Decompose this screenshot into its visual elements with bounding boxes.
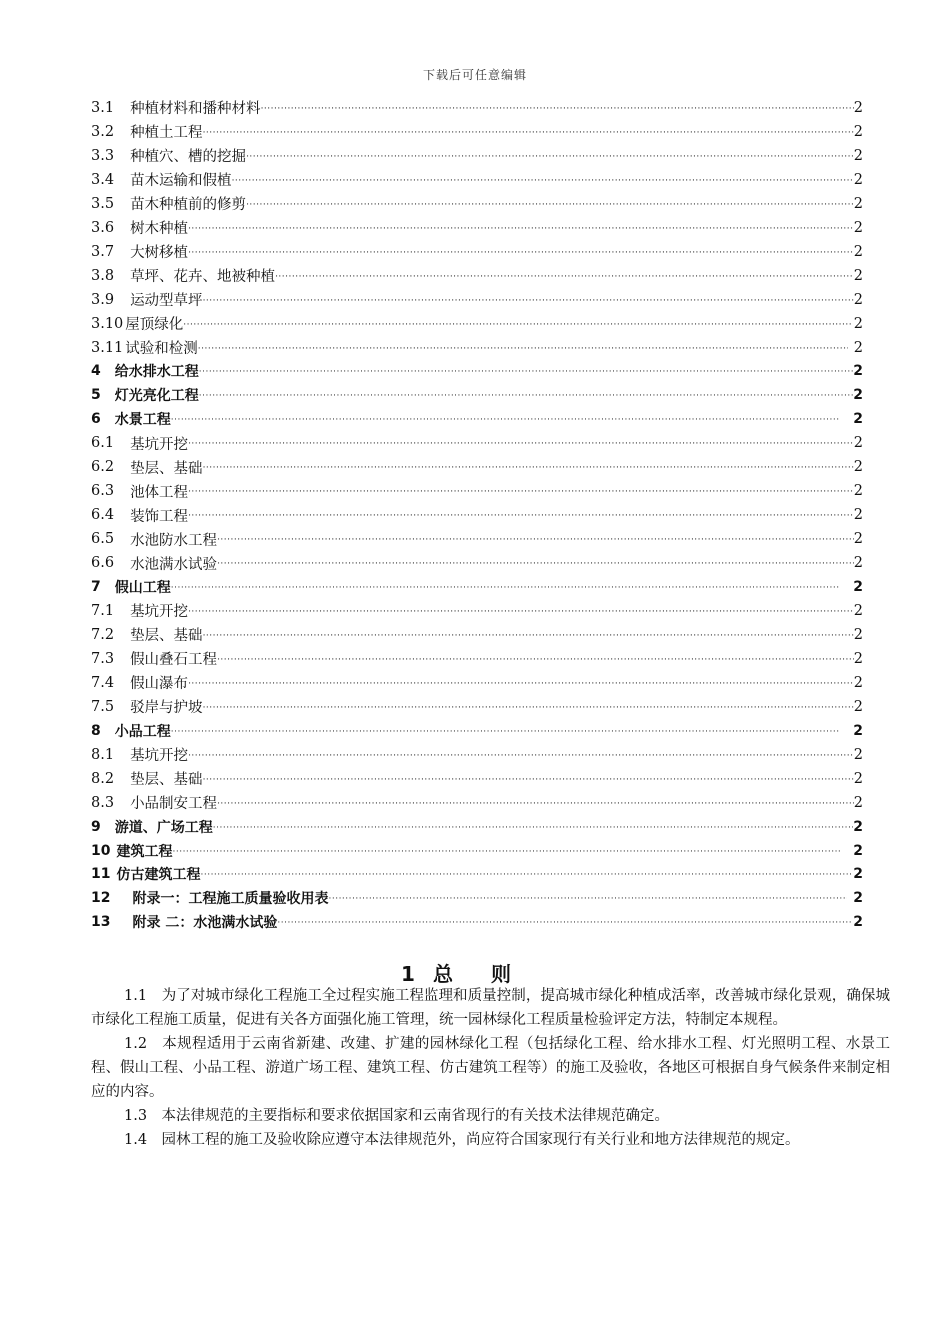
toc-entry-number: 5: [91, 387, 101, 404]
toc-entry-page: 2: [853, 626, 863, 643]
toc-entry-title: 假山工程: [114, 580, 171, 597]
toc-entry-page: 2: [853, 698, 863, 715]
toc-entry-title: 游道、广场工程: [114, 819, 213, 836]
toc-entry[interactable]: [91, 479, 863, 503]
body-paragraph: 1.4 园林工程的施工及验收除应遵守本法律规范外，尚应符合国家现行有关行业和地方法律规范的规定。: [124, 1132, 800, 1148]
toc-entry-number: 7.2: [91, 626, 115, 643]
toc-entry-number: 12: [91, 890, 111, 907]
toc-leader-dots: [328, 892, 847, 904]
toc-entry-page: 2: [853, 267, 863, 284]
toc-entry-number: 3.6: [91, 219, 115, 236]
toc-entry-number: 6.3: [91, 483, 115, 500]
toc-entry-page: 2: [853, 411, 863, 428]
toc-entry[interactable]: [91, 168, 863, 192]
toc-entry[interactable]: [91, 743, 863, 767]
toc-entry-number: 3.10: [91, 315, 124, 332]
toc-entry-number: 9: [91, 818, 101, 835]
toc-entry-number: 3.9: [91, 291, 115, 308]
toc-entry-number: 10: [91, 842, 111, 859]
toc-entry-number: 8: [91, 722, 101, 739]
toc-entry-page: 2: [853, 483, 863, 500]
toc-entry-title: 垫层、基础: [130, 628, 203, 645]
toc-entry[interactable]: [91, 455, 863, 479]
toc-leader-dots: [213, 821, 854, 833]
toc-entry[interactable]: [91, 910, 863, 934]
toc-entry[interactable]: [91, 144, 863, 168]
toc-leader-dots: [188, 437, 854, 449]
toc-leader-dots: [203, 629, 854, 641]
toc-entry[interactable]: [91, 312, 863, 336]
toc-entry-page: 2: [853, 363, 863, 380]
toc-entry-number: 8.3: [91, 794, 115, 811]
toc-entry-title: 池体工程: [130, 484, 189, 501]
toc-entry-title: 种植穴、槽的挖掘: [130, 149, 247, 166]
toc-entry-number: 3.11: [91, 339, 124, 356]
toc-entry-title: 垫层、基础: [130, 772, 203, 789]
toc-entry-title: 假山瀑布: [130, 676, 189, 693]
toc-entry-title: 种植土工程: [130, 125, 203, 142]
toc-entry-title: 树木种植: [130, 221, 189, 238]
toc-leader-dots: [188, 222, 854, 234]
toc-leader-dots: [217, 533, 854, 545]
toc-entry[interactable]: [91, 527, 863, 551]
toc-leader-dots: [171, 581, 854, 593]
toc-entry-page: 2: [853, 435, 863, 452]
toc-entry-number: 6.1: [91, 435, 115, 452]
toc-entry[interactable]: [91, 839, 863, 863]
toc-entry-title: 屋顶绿化: [125, 317, 184, 334]
toc-leader-dots: [188, 485, 854, 497]
toc-entry[interactable]: [91, 863, 863, 887]
toc-entry-title: 种植材料和播种材料: [130, 101, 261, 118]
toc-entry[interactable]: [91, 383, 863, 407]
toc-entry-number: 11: [91, 866, 111, 883]
toc-entry-number: 3.3: [91, 147, 115, 164]
toc-entry-number: 7.1: [91, 602, 115, 619]
toc-entry-number: 7.4: [91, 674, 115, 691]
toc-entry[interactable]: [91, 216, 863, 240]
toc-entry-page: 2: [853, 674, 863, 691]
toc-leader-dots: [246, 150, 854, 162]
toc-entry[interactable]: [91, 407, 863, 431]
toc-entry-number: 7.3: [91, 650, 115, 667]
toc-entry-title: 试验和检测: [125, 341, 198, 357]
toc-entry-page: 2: [853, 579, 863, 596]
toc-entry-page: 2: [853, 914, 863, 931]
toc-entry-page: 2: [853, 99, 863, 116]
body-paragraph: 1.1 为了对城市绿化工程施工全过程实施工程监理和质量控制，提高城市绿化种植成活率，改善城市绿化景观，确保城市绿化工程施工质量，促进有关各方面强化施工管理，统一园林绿化工程质量检验评定方法，特制定本规程。: [91, 988, 890, 1028]
toc-entry-number: 3.4: [91, 171, 115, 188]
toc-leader-dots: [172, 845, 853, 857]
toc-entry-number: 6: [91, 411, 101, 428]
toc-entry-title: 仿古建筑工程: [116, 867, 201, 884]
toc-leader-dots: [246, 198, 854, 210]
toc-entry-title: 垫层、基础: [130, 460, 203, 477]
toc-entry-title: 小品工程: [114, 723, 171, 740]
toc-entry-title: 运动型草坪: [130, 293, 203, 310]
toc-leader-dots: [188, 605, 854, 617]
toc-entry[interactable]: [91, 719, 863, 743]
toc-leader-dots: [171, 725, 854, 737]
toc-entry-title: 假山叠石工程: [130, 652, 218, 669]
toc-entry[interactable]: [91, 647, 863, 671]
toc-entry-number: 7.5: [91, 698, 115, 715]
toc-entry-number: 4: [91, 363, 101, 380]
toc-leader-dots: [261, 102, 854, 114]
toc-leader-dots: [203, 294, 854, 306]
toc-leader-dots: [188, 677, 854, 689]
section-title: [0, 958, 950, 987]
toc-entry-page: 2: [853, 315, 863, 332]
toc-entry[interactable]: [91, 431, 863, 455]
toc-entry-page: 2: [853, 507, 863, 524]
toc-entry-page: 2: [853, 746, 863, 763]
toc-entry[interactable]: [91, 192, 863, 216]
toc-entry[interactable]: [91, 886, 863, 910]
toc-leader-dots: [200, 868, 853, 880]
toc-entry-page: 2: [853, 291, 863, 308]
toc-entry-title: 基坑开挖: [130, 604, 189, 621]
toc-leader-dots: [232, 174, 854, 186]
toc-leader-dots: [171, 413, 854, 425]
toc-entry-page: 2: [853, 890, 863, 907]
toc-leader-dots: [188, 509, 854, 521]
toc-entry-number: 8.1: [91, 746, 115, 763]
toc-entry-title: 驳岸与护坡: [130, 700, 203, 717]
toc-entry-page: 2: [853, 147, 863, 164]
toc-entry-title: 基坑开挖: [130, 748, 189, 765]
toc-entry-page: 2: [853, 459, 863, 476]
toc-entry-page: 2: [853, 171, 863, 188]
toc-entry-title: 附录一：工程施工质量验收用表: [132, 891, 329, 908]
toc-entry-page: 2: [853, 531, 863, 548]
toc-leader-dots: [188, 749, 854, 761]
toc-entry-number: 3.5: [91, 195, 115, 212]
toc-entry[interactable]: [91, 120, 863, 144]
toc-entry-title: 水池防水工程: [130, 532, 218, 549]
toc-entry[interactable]: [91, 96, 863, 120]
toc-entry-number: 3.1: [91, 99, 115, 116]
toc-entry-page: 2: [853, 387, 863, 404]
toc-entry-number: 6.6: [91, 555, 115, 572]
toc-leader-dots: [203, 773, 854, 785]
toc-entry[interactable]: [91, 551, 863, 575]
page-header: 下载后可任意编辑: [422, 68, 527, 82]
toc-leader-dots: [217, 557, 854, 569]
toc-entry-page: 2: [853, 842, 863, 859]
toc-entry-page: 2: [853, 770, 863, 787]
toc-entry-title: 大树移植: [130, 245, 189, 262]
toc-entry-title: 小品制安工程: [130, 796, 218, 813]
toc-entry-title: 给水排水工程: [114, 364, 199, 381]
toc-leader-dots: [199, 389, 854, 401]
toc-entry[interactable]: [91, 695, 863, 719]
toc-entry-number: 3.7: [91, 243, 115, 260]
toc-entry-number: 13: [91, 914, 111, 931]
toc-leader-dots: [203, 461, 854, 473]
toc-entry-number: 7: [91, 579, 101, 596]
toc-entry-page: 2: [853, 794, 863, 811]
toc-entry[interactable]: [91, 815, 863, 839]
toc-leader-dots: [199, 365, 854, 377]
toc-entry[interactable]: [91, 503, 863, 527]
toc-entry[interactable]: [91, 359, 863, 383]
toc-entry[interactable]: [91, 599, 863, 623]
toc-entry-page: 2: [853, 219, 863, 236]
toc-entry-page: 2: [853, 866, 863, 883]
toc-entry[interactable]: [91, 671, 863, 695]
toc-leader-dots: [203, 701, 854, 713]
toc-entry-title: 灯光亮化工程: [114, 388, 199, 405]
section-heading: 总则: [432, 962, 549, 986]
toc-entry-title: 草坪、花卉、地被种植: [130, 269, 276, 286]
toc-entry[interactable]: [91, 336, 863, 360]
toc-entry-title: 附录 二：水池满水试验: [132, 915, 278, 932]
toc-leader-dots: [217, 797, 854, 809]
toc-leader-dots: [188, 246, 854, 258]
toc-entry[interactable]: [91, 767, 863, 791]
toc-leader-dots: [198, 342, 848, 354]
toc-entry[interactable]: [91, 791, 863, 815]
toc-entry-page: 2: [853, 123, 863, 140]
toc-entry-title: 水池满水试验: [130, 556, 218, 573]
body-paragraph: 1.2 本规程适用于云南省新建、改建、扩建的园林绿化工程（包括绿化工程、给水排水工程、灯光照明工程、水景工程、假山工程、小品工程、游道广场工程、建筑工程、仿古建筑工程等）的施工及验收，各地区可根据自身气候条件来制定相应的内容。: [91, 1036, 890, 1100]
toc-entry-title: 基坑开挖: [130, 436, 189, 453]
toc-entry-number: 3.2: [91, 123, 115, 140]
toc-entry-page: 2: [853, 555, 863, 572]
toc-entry-title: 建筑工程: [116, 843, 173, 860]
toc-entry-page: 2: [853, 339, 863, 356]
toc-entry-page: 2: [853, 650, 863, 667]
toc-entry-page: 2: [853, 722, 863, 739]
toc-entry-number: 6.2: [91, 459, 115, 476]
toc-entry-page: 2: [853, 602, 863, 619]
toc-entry-title: 装饰工程: [130, 508, 189, 525]
toc-entry-number: 3.8: [91, 267, 115, 284]
body-paragraph: 1.3 本法律规范的主要指标和要求依据国家和云南省现行的有关技术法律规范确定。: [124, 1108, 670, 1124]
toc-entry-number: 6.4: [91, 507, 115, 524]
toc-entry-number: 8.2: [91, 770, 115, 787]
toc-entry-page: 2: [853, 195, 863, 212]
toc-entry-title: 苗木运输和假植: [130, 173, 232, 190]
toc-leader-dots: [203, 126, 854, 138]
toc-entry[interactable]: [91, 623, 863, 647]
toc-entry-number: 6.5: [91, 531, 115, 548]
section-body: [91, 984, 890, 1152]
toc-entry-title: 苗木种植前的修剪: [130, 197, 247, 214]
toc-leader-dots: [217, 653, 854, 665]
toc-leader-dots: [275, 270, 854, 282]
toc-entry[interactable]: [91, 240, 863, 264]
toc-entry-page: 2: [853, 243, 863, 260]
toc-entry[interactable]: [91, 264, 863, 288]
toc-entry-page: 2: [853, 818, 863, 835]
table-of-contents: [91, 96, 863, 934]
toc-leader-dots: [183, 318, 853, 330]
toc-entry[interactable]: [91, 575, 863, 599]
toc-entry[interactable]: [91, 288, 863, 312]
toc-entry-title: 水景工程: [114, 412, 171, 429]
section-number: 1: [401, 962, 415, 986]
toc-leader-dots: [277, 916, 853, 928]
